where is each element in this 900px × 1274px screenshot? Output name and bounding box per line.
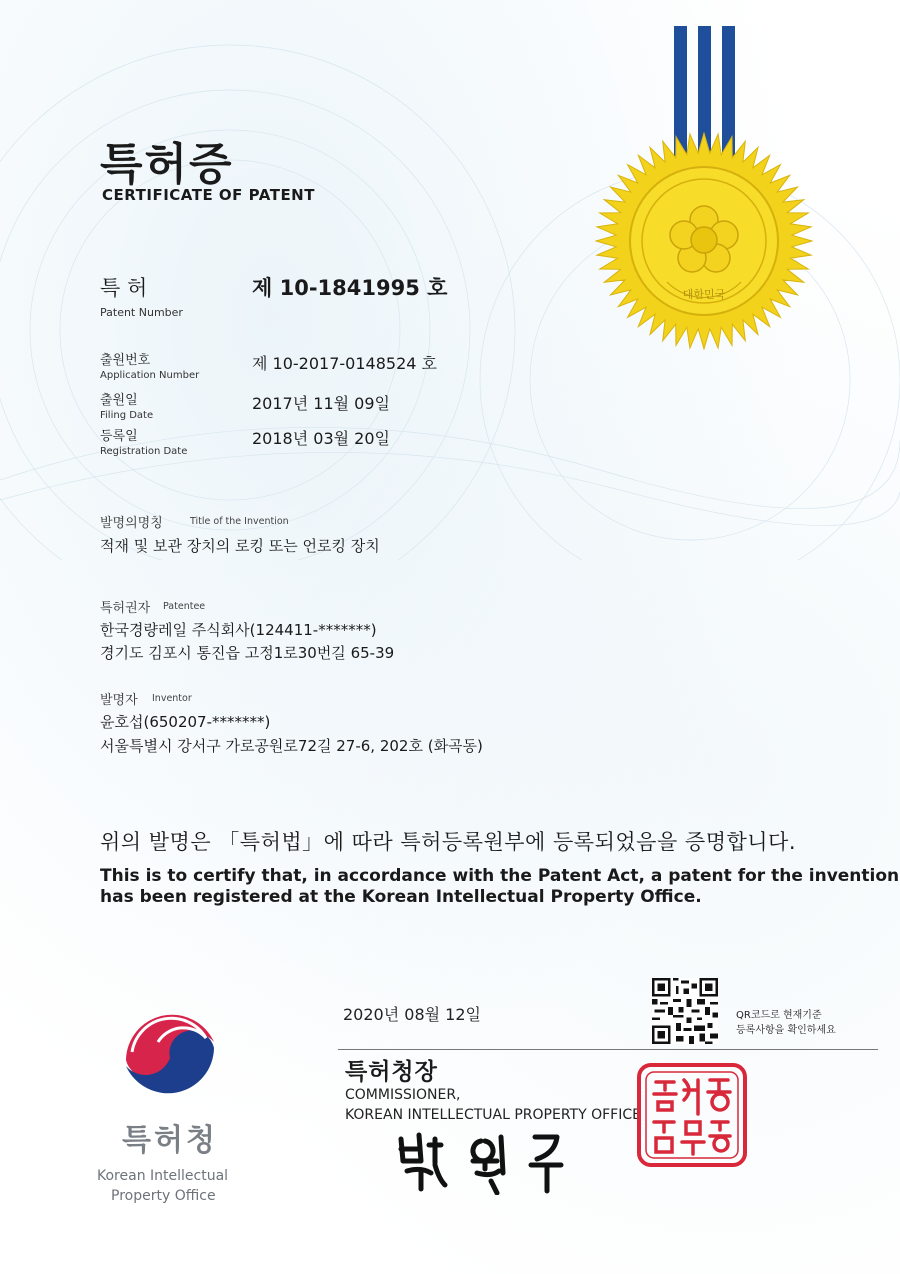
patentee-name: 한국경량레일 주식회사(124411-*******): [100, 621, 377, 639]
application-label-ko: 출원번호: [100, 353, 151, 368]
commissioner-signature: [395, 1125, 595, 1195]
office-name-ko: 특허청: [122, 1123, 218, 1158]
commissioner-title-en-line2: KOREAN INTELLECTUAL PROPERTY OFFICE: [345, 1107, 641, 1123]
signature-divider: [338, 1049, 878, 1050]
issue-date: 2020년 08월 12일: [343, 1005, 481, 1024]
registration-label-ko: 등록일: [100, 429, 138, 444]
official-red-seal: [636, 1062, 748, 1168]
patent-number: 제 10-1841995 호: [252, 276, 448, 300]
commissioner-title-ko: 특허청장: [345, 1059, 438, 1085]
commissioner-title-en-line1: COMMISSIONER,: [345, 1087, 461, 1103]
filing-date: 2017년 11월 09일: [252, 394, 390, 413]
office-name-en-line2: Property Office: [111, 1188, 216, 1204]
certification-statement-en-line2: has been registered at the Korean Intellectual Property Office.: [100, 887, 702, 907]
filing-label-en: Filing Date: [100, 410, 154, 421]
patentee-label-en: Patentee: [163, 601, 206, 612]
application-number: 제 10-2017-0148524 호: [252, 354, 437, 373]
registration-date: 2018년 03월 20일: [252, 429, 390, 448]
qr-code-icon[interactable]: [652, 978, 718, 1044]
invention-label-ko: 발명의명칭: [100, 516, 163, 531]
certification-statement-en-line1: This is to certify that, in accordance with the Patent Act, a patent for the invention: [100, 866, 900, 886]
gold-medal-seal: [595, 132, 813, 350]
inventor-label-en: Inventor: [152, 693, 192, 704]
registration-label-en: Registration Date: [100, 446, 188, 457]
qr-instruction: [736, 1008, 836, 1038]
invention-label-en: Title of the Invention: [190, 516, 289, 527]
inventor-address: 서울특별시 강서구 가로공원로72길 27-6, 202호 (화곡동): [100, 737, 483, 755]
inventor-label-ko: 발명자: [100, 693, 138, 708]
patent-label-en: Patent Number: [100, 306, 183, 319]
application-label-en: Application Number: [100, 370, 200, 381]
patentee-address: 경기도 김포시 통진읍 고정1로30번길 65-39: [100, 644, 395, 662]
qr-instruction-line1: QR코드로 현재기준: [736, 1010, 822, 1021]
invention-title: 적재 및 보관 장치의 로킹 또는 언로킹 장치: [100, 537, 380, 555]
certification-statement-ko: 위의 발명은 「특허법」에 따라 특허등록원부에 등록되었음을 증명합니다.: [100, 830, 797, 854]
qr-instruction-line2: 등록사항을 확인하세요: [736, 1025, 836, 1036]
office-name-en-line1: Korean Intellectual: [97, 1168, 229, 1184]
certificate-title-ko: 특허증: [100, 139, 234, 190]
kipo-taegeuk-logo-icon: [118, 1002, 222, 1106]
medal-text: 대한민국: [682, 288, 726, 301]
patentee-label-ko: 특허권자: [100, 601, 151, 616]
filing-label-ko: 출원일: [100, 393, 138, 408]
patent-label-ko: 특 허: [100, 276, 148, 300]
inventor-name: 윤호섭(650207-*******): [100, 713, 271, 731]
certificate-title-en: CERTIFICATE OF PATENT: [102, 186, 315, 204]
